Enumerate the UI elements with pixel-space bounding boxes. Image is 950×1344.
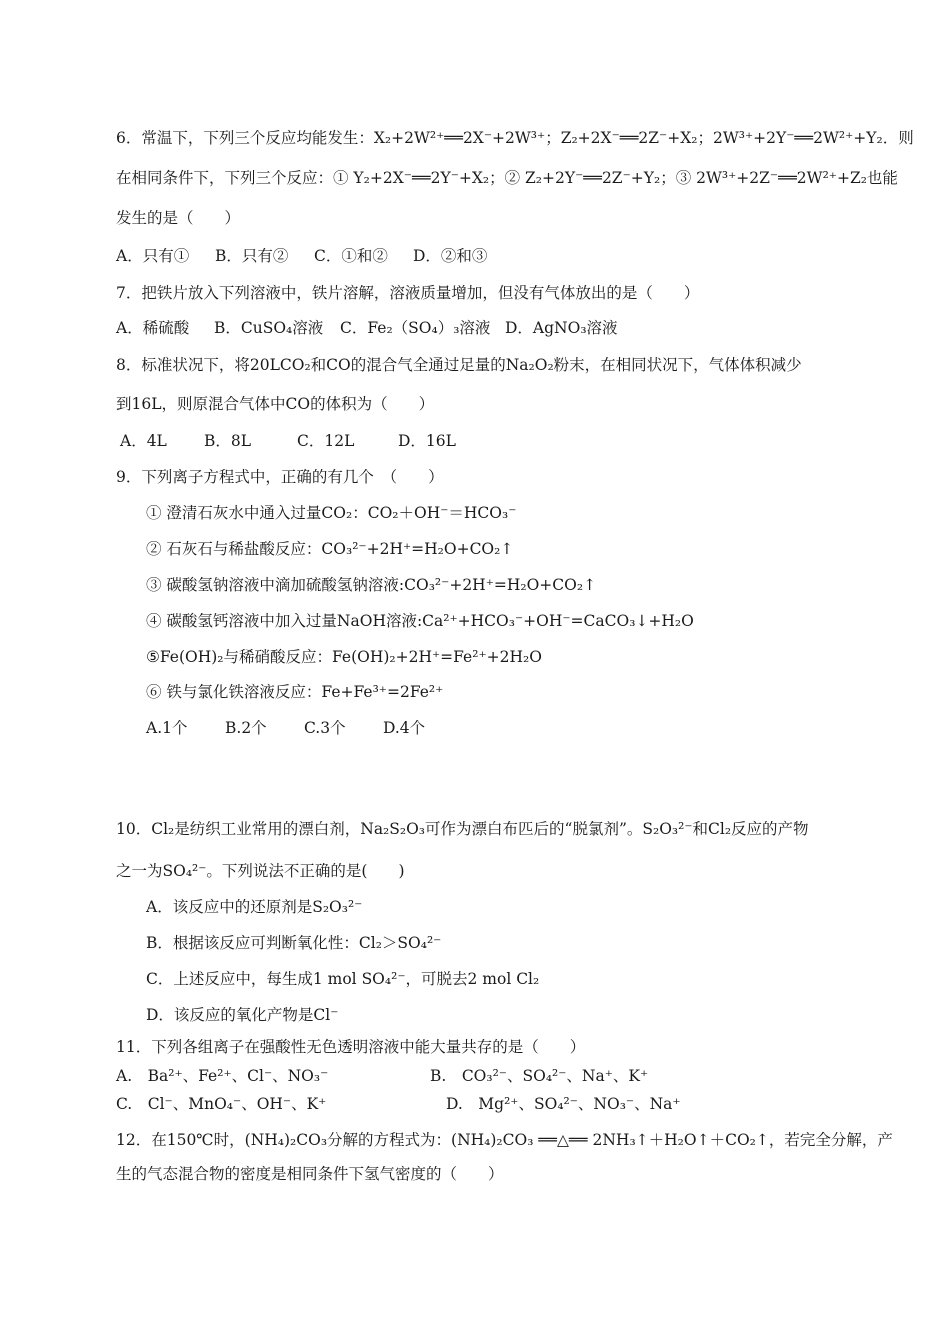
q6-option-c: C．①和② [314,247,388,265]
q10-line2: 之一为SO₄²⁻。下列说法不正确的是( ) [116,862,405,880]
q9-item-5: ⑤Fe(OH)₂与稀硝酸反应：Fe(OH)₂+2H⁺=Fe²⁺+2H₂O [146,648,542,666]
q10-option-d: D．该反应的氧化产物是Cl⁻ [146,1006,339,1024]
q9-option-c: C.3个 [304,719,346,737]
q7-option-c: C．Fe₂（SO₄）₃溶液 [340,319,491,337]
q11-option-d: D. Mg²⁺、SO₄²⁻、NO₃⁻、Na⁺ [446,1095,681,1113]
q9-option-d: D.4个 [383,719,426,737]
q6-option-b: B．只有② [215,247,289,265]
q9-item-2: ② 石灰石与稀盐酸反应：CO₃²⁻+2H⁺=H₂O+CO₂↑ [146,540,514,558]
q11-line1: 11．下列各组离子在强酸性无色透明溶液中能大量共存的是（ ） [116,1038,586,1056]
q11-option-c: C. Cl⁻、MnO₄⁻、OH⁻、K⁺ [116,1095,327,1113]
q8-option-d: D．16L [398,432,456,450]
q8-option-c: C．12L [297,432,355,450]
q6-line1: 6．常温下，下列三个反应均能发生：X₂+2W²⁺══2X⁻+2W³⁺；Z₂+2X⁻══2Z⁻+X₂；2W³⁺+2Y⁻══2W²⁺+Y₂．则 [116,129,914,147]
q10-line1: 10．Cl₂是纺织工业常用的漂白剂，Na₂S₂O₃可作为漂白布匹后的“脱氯剂”。S₂O₃²⁻和Cl₂反应的产物 [116,820,809,838]
q9-option-b: B.2个 [225,719,267,737]
q8-line1: 8．标准状况下，将20LCO₂和CO的混合气全通过足量的Na₂O₂粉末，在相同状况下，气体体积减少 [116,356,802,374]
q7-line1: 7．把铁片放入下列溶液中，铁片溶解，溶液质量增加，但没有气体放出的是（ ） [116,284,700,302]
q6-option-a: A．只有① [116,247,190,265]
q10-option-c: C．上述反应中，每生成1 mol SO₄²⁻，可脱去2 mol Cl₂ [146,970,540,988]
q10-option-b: B．根据该反应可判断氧化性：Cl₂＞SO₄²⁻ [146,934,442,952]
q7-option-b: B．CuSO₄溶液 [214,319,324,337]
q12-line2: 生的气态混合物的密度是相同条件下氢气密度的（ ） [116,1165,504,1183]
q9-item-1: ① 澄清石灰水中通入过量CO₂：CO₂＋OH⁻＝HCO₃⁻ [146,504,517,522]
q10-option-a: A．该反应中的还原剂是S₂O₃²⁻ [146,898,363,916]
q8-line2: 到16L，则原混合气体中CO的体积为（ ） [116,395,435,413]
q8-option-b: B．8L [204,432,252,450]
q6-option-d: D．②和③ [413,247,488,265]
q12-line1: 12．在150℃时，(NH₄)₂CO₃分解的方程式为：(NH₄)₂CO₃ ══△══ 2NH₃↑＋H₂O↑＋CO₂↑，若完全分解，产 [116,1131,893,1149]
q6-line3: 发生的是（ ） [116,209,241,227]
q9-option-a: A.1个 [146,719,188,737]
q7-option-a: A．稀硫酸 [116,319,190,337]
q8-option-a: A．4L [120,432,167,450]
q7-option-d: D．AgNO₃溶液 [505,319,618,337]
q9-item-3: ③ 碳酸氢钠溶液中滴加硫酸氢钠溶液:CO₃²⁻+2H⁺=H₂O+CO₂↑ [146,576,597,594]
q9-line1: 9．下列离子方程式中，正确的有几个 （ ） [116,468,444,486]
q11-option-b: B. CO₃²⁻、SO₄²⁻、Na⁺、K⁺ [430,1067,649,1085]
q9-item-4: ④ 碳酸氢钙溶液中加入过量NaOH溶液:Ca²⁺+HCO₃⁻+OH⁻=CaCO₃↓+H₂O [146,612,694,630]
q6-line2: 在相同条件下，下列三个反应：① Y₂+2X⁻══2Y⁻+X₂；② Z₂+2Y⁻══2Z⁻+Y₂；③ 2W³⁺+2Z⁻══2W²⁺+Z₂也能 [116,169,898,187]
q9-item-6: ⑥ 铁与氯化铁溶液反应：Fe+Fe³⁺=2Fe²⁺ [146,683,444,701]
q11-option-a: A. Ba²⁺、Fe²⁺、Cl⁻、NO₃⁻ [116,1067,329,1085]
